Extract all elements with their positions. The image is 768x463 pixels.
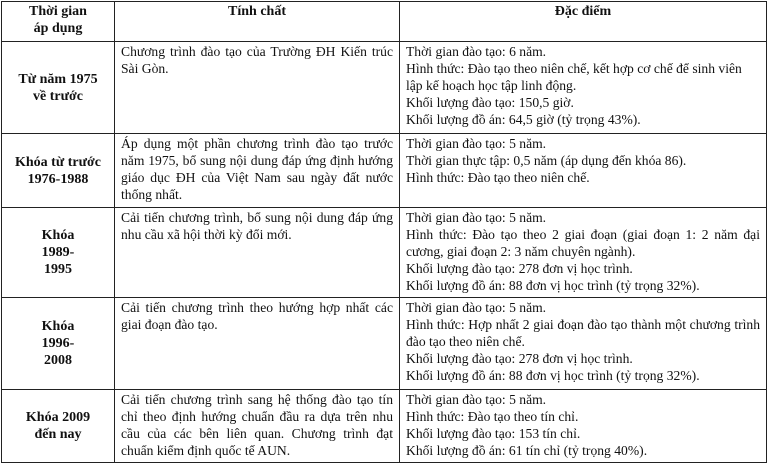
nature-cell: Áp dụng một phần chương trình đào tạo trước năm 1975, bổ sung nội dung đáp ứng định hướng giáo dục ĐH của Việt Nam sau ngày đất nước thống nhất. (115, 134, 400, 208)
header-features: Đặc điểm (400, 2, 767, 42)
nature-cell: Cải tiến chương trình, bổ sung nội dung đáp ứng nhu cầu xã hội thời kỳ đổi mới. (115, 208, 400, 298)
features-cell (400, 208, 767, 298)
table-header-row (2, 2, 767, 42)
period-cell: Khóa 1989-1995 (2, 208, 115, 298)
header-period: Thời gian áp dụng (2, 2, 115, 42)
features-cell (400, 134, 767, 208)
nature-cell: Cải tiến chương trình sang hệ thống đào tạo tín chỉ theo định hướng chuẩn đầu ra dựa trên nhu cầu của các bên liên quan. Chương trình đạt chuẩn kiểm định quốc tế AUN. (115, 390, 400, 463)
feature-line: Khối lượng đào tạo: 278 đơn vị học trình. (406, 351, 633, 366)
table-row (2, 42, 767, 134)
feature-line: Hình thức: Đào tạo theo niên chế. (406, 170, 590, 185)
feature-line: Hình thức: Hợp nhất 2 giai đoạn đào tạo thành một chương trình đào tạo theo niên chế. (406, 317, 760, 349)
feature-line: Thời gian đào tạo: 5 năm. (406, 210, 547, 225)
feature-line: Hình thức: Đào tạo theo tín chỉ. (406, 409, 579, 424)
feature-line: Khối lượng đào tạo: 278 đơn vị học trình. (406, 261, 633, 276)
feature-line: Thời gian đào tạo: 5 năm. (406, 300, 547, 315)
table-row (2, 208, 767, 298)
period-cell: Khóa từ trước 1976-1988 (2, 134, 115, 208)
curriculum-table (1, 1, 767, 463)
feature-line: Thời gian đào tạo: 5 năm. (406, 136, 547, 151)
features-cell (400, 390, 767, 463)
feature-line: Hình thức: Đào tạo theo niên chế, kết hợp cơ chế để sinh viên lập kế hoạch học tập linh động. (406, 61, 742, 93)
feature-line: Khối lượng đồ án: 88 đơn vị học trình (tỷ trọng 32%). (406, 368, 700, 383)
period-cell: Từ năm 1975 về trước (2, 42, 115, 134)
feature-line: Khối lượng đào tạo: 150,5 giờ. (406, 95, 574, 110)
nature-cell: Cải tiến chương trình theo hướng hợp nhất các giai đoạn đào tạo. (115, 298, 400, 390)
feature-line: Khối lượng đồ án: 64,5 giờ (tỷ trọng 43%). (406, 112, 641, 127)
period-cell: Khóa 2009 đến nay (2, 390, 115, 463)
header-nature: Tính chất (115, 2, 400, 42)
table-row (2, 134, 767, 208)
features-cell (400, 298, 767, 390)
feature-line: Thời gian đào tạo: 5 năm. (406, 392, 547, 407)
feature-line: Hình thức: Đào tạo theo 2 giai đoạn (giai đoạn 1: 2 năm đại cương, giai đoạn 2: 3 năm chuyên ngành). (406, 227, 760, 259)
feature-line: Thời gian đào tạo: 6 năm. (406, 44, 547, 59)
feature-line: Khối lượng đồ án: 88 đơn vị học trình (tỷ trọng 32%). (406, 278, 700, 293)
feature-line: Khối lượng đồ án: 61 tín chỉ (tỷ trọng 40%). (406, 443, 648, 458)
nature-cell: Chương trình đào tạo của Trường ĐH Kiến trúc Sài Gòn. (115, 42, 400, 134)
features-cell (400, 42, 767, 134)
feature-line: Thời gian thực tập: 0,5 năm (áp dụng đến khóa 86). (406, 153, 687, 168)
table-row (2, 298, 767, 390)
table-row (2, 390, 767, 463)
period-cell: Khóa 1996-2008 (2, 298, 115, 390)
feature-line: Khối lượng đào tạo: 153 tín chỉ. (406, 426, 581, 441)
